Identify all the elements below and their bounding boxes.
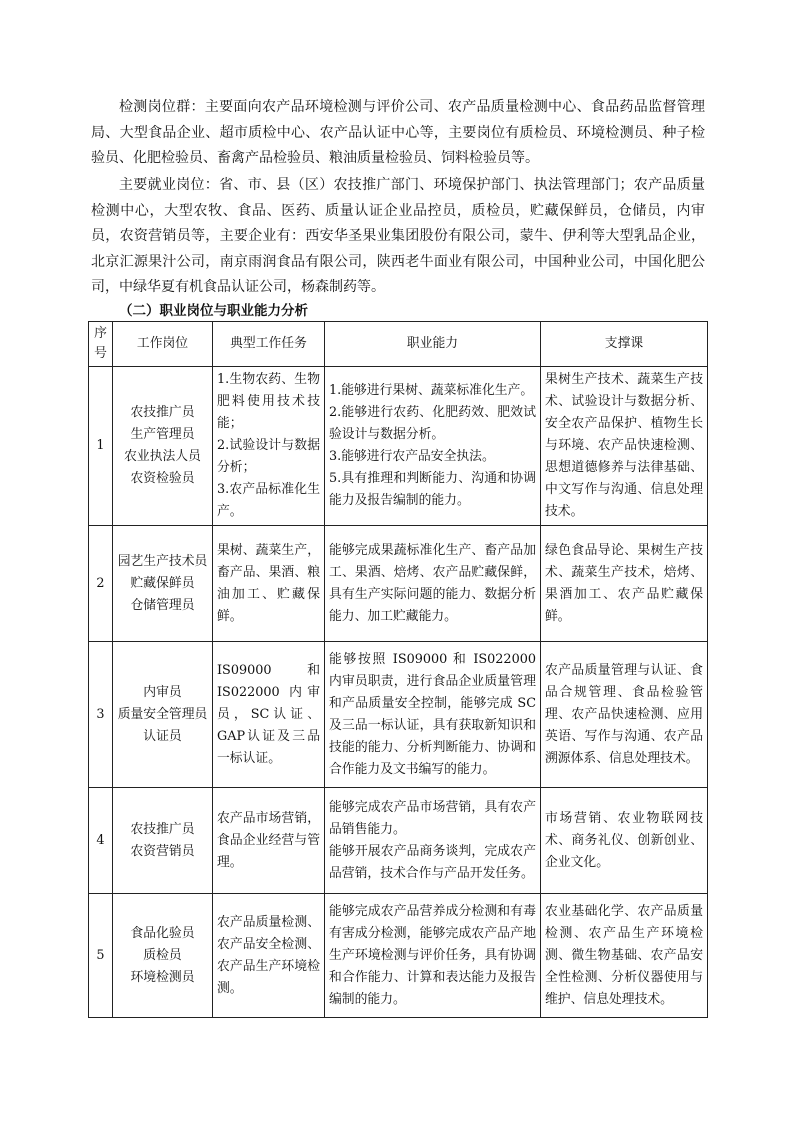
position-item: 环境检测员: [130, 969, 195, 985]
row-num: 5: [89, 894, 113, 1018]
task-item: 农产品质量检测、农产品安全检测、农产品生产环境检测。: [217, 914, 320, 996]
row-positions: [113, 894, 213, 1018]
ability-item: 2.能够进行农药、化肥药效、肥效试验设计与数据分析。: [329, 405, 536, 442]
header-num: 序号: [89, 322, 113, 367]
position-item: 农技推广员: [130, 821, 195, 837]
position-item: 食品化验员: [130, 925, 195, 941]
row-ability: [325, 894, 541, 1018]
table-row: [89, 526, 708, 642]
intro-paragraph-testing-positions: 检测岗位群：主要面向农产品环境检测与评价公司、农产品质量检测中心、食品药品监督管理局、大型食品企业、超市质检中心、农产品认证中心等，主要岗位有质检员、环境检测员、种子检验员、化肥检验员、畜禽产品检验员、粮油质量检验员、饲料检验员等。: [91, 99, 705, 167]
row-positions: [113, 642, 213, 788]
table-row: [89, 642, 708, 788]
row-courses: 农产品质量管理与认证、食品合规管理、食品检验管理、农产品快速检测、应用英语、写作与沟通、农产品溯源体系、信息处理技术。: [541, 642, 708, 788]
row-ability: [325, 526, 541, 642]
position-item: 农技推广员: [130, 405, 195, 420]
row-positions: [113, 367, 213, 526]
row-num: 2: [89, 526, 113, 642]
row-num: 4: [89, 788, 113, 894]
row-tasks: [213, 526, 325, 642]
position-item: 内审员: [143, 684, 182, 700]
table-row: [89, 894, 708, 1018]
table-header-row: [89, 322, 708, 367]
task-item: 3.农产品标准化生产。: [217, 482, 320, 519]
row-courses: 市场营销、农业物联网技术、商务礼仪、创新创业、企业文化。: [541, 788, 708, 894]
ability-item: 能够开展农产品商务谈判，完成农产品营销，技术合作与产品开发任务。: [329, 843, 536, 881]
row-tasks: [213, 894, 325, 1018]
row-tasks: [213, 642, 325, 788]
row-tasks: [213, 788, 325, 894]
row-num: 3: [89, 642, 113, 788]
position-item: 质量安全管理员: [117, 706, 208, 722]
position-item: 认证员: [143, 728, 182, 744]
row-num: 1: [89, 367, 113, 526]
row-ability: [325, 788, 541, 894]
task-item: 果树、蔬菜生产，畜产品、果酒、粮油加工、贮藏保鲜。: [217, 542, 320, 624]
row-tasks: [213, 367, 325, 526]
ability-item: 能够完成农产品营养成分检测和有毒有害成分检测，能够完成农产品产地生产环境检测与评价任务，具有协调和合作能力、计算和表达能力及报告编制的能力。: [329, 903, 536, 1007]
task-item: IS09000 和 IS022000 内审员，SC认证、GAP认证及三品一标认证。: [217, 662, 320, 766]
row-courses: 绿色食品导论、果树生产技术、蔬菜生产技术，焙烤、果酒加工、农产品贮藏保鲜。: [541, 526, 708, 642]
row-positions: [113, 788, 213, 894]
position-item: 园艺生产技术员: [117, 553, 208, 569]
row-ability: [325, 642, 541, 788]
section-heading: （二）职业岗位与职业能力分析: [119, 303, 308, 319]
ability-item: 3.能够进行农产品安全执法。: [329, 449, 495, 464]
intro-paragraph-employment: 主要就业岗位：省、市、县（区）农技推广部门、环境保护部门、执法管理部门；农产品质量检测中心，大型农牧、食品、医药、质量认证企业品控员，质检员，贮藏保鲜员，仓储员，内审员，农资营销员等，主要企业有：西安华圣果业集团股份有限公司，蒙牛、伊利等大型乳品企业，北京汇源果汁公司，南京雨润食品有限公司，陕西老牛面业有限公司，中国种业公司，中国化肥公司，中绿华夏有机食品认证公司，杨森制药等。: [91, 177, 705, 296]
row-positions: [113, 526, 213, 642]
position-item: 农资检验员: [130, 471, 195, 486]
header-position: 工作岗位: [113, 322, 213, 367]
row-courses: 农业基础化学、农产品质量检测、农产品生产环境检测、微生物基础、农产品安全性检测、分析仪器使用与维护、信息处理技术。: [541, 894, 708, 1018]
table-row: [89, 367, 708, 526]
header-tasks: 典型工作任务: [213, 322, 325, 367]
ability-item: 能够按照 IS09000 和 IS022000 内审员职责，进行食品企业质量管理和产品质量安全控制，能够完成 SC 及三品一标认证，具有获取新知识和技能的能力、分析判断能力、协调和合作能力及文书编写的能力。: [329, 651, 536, 777]
task-item: 农产品市场营销，食品企业经营与管理。: [217, 810, 320, 870]
position-item: 仓储管理员: [130, 597, 195, 613]
position-item: 农资营销员: [130, 843, 195, 859]
table-row: [89, 788, 708, 894]
task-item: 1.生物农药、生物肥料使用技术技能；: [217, 372, 320, 431]
header-courses: 支撑课: [541, 322, 708, 367]
position-item: 质检员: [143, 947, 182, 963]
header-ability: 职业能力: [325, 322, 541, 367]
position-item: 生产管理员: [130, 427, 195, 442]
ability-item: 能够完成农产品市场营销，具有农产品销售能力。: [329, 799, 536, 837]
row-courses: 果树生产技术、蔬菜生产技术、试验设计与数据分析、安全农产品保护、植物生长与环境、农产品快速检测、思想道德修养与法律基础、中文写作与沟通、信息处理技术。: [541, 367, 708, 526]
ability-item: 能够完成果蔬标准化生产、畜产品加工、果酒、焙烤、农产品贮藏保鲜，具有生产实际问题的能力、数据分析能力、加工贮藏能力。: [329, 542, 536, 624]
position-item: 贮藏保鲜员: [130, 575, 195, 591]
ability-item: 5.具有推理和判断能力、沟通和协调能力及报告编制的能力。: [329, 471, 536, 508]
task-item: 2.试验设计与数据分析；: [217, 438, 320, 475]
row-ability: [325, 367, 541, 526]
position-item: 农业执法人员: [124, 449, 201, 464]
ability-item: 1.能够进行果树、蔬菜标准化生产。: [329, 383, 534, 398]
position-ability-table: [88, 321, 708, 1018]
